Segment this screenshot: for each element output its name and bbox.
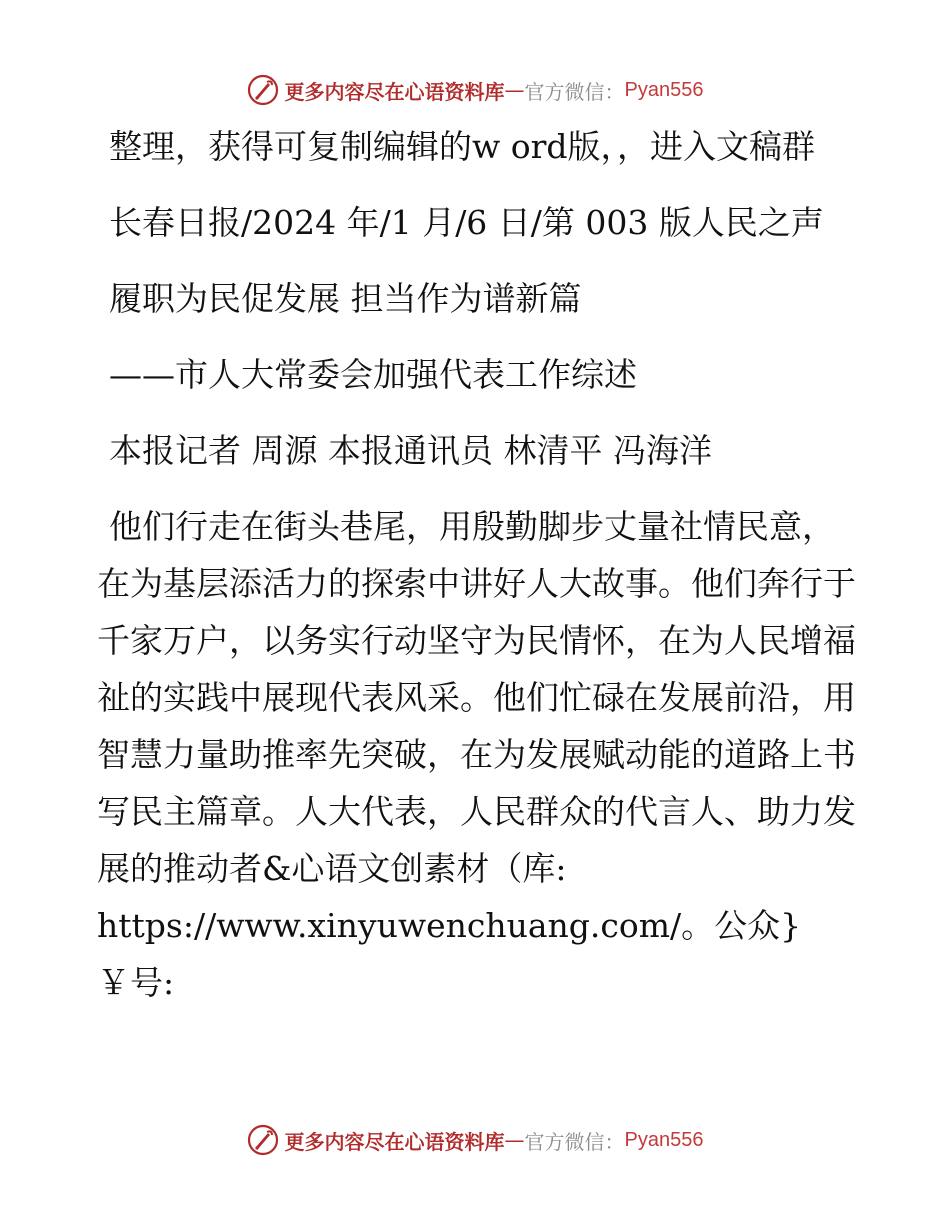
banner-main-text: 更多内容尽在心语资料库 [284,79,505,104]
banner-wechat-label: 官方微信： [524,79,625,104]
quill-pen-icon [247,74,279,106]
article-title: 履职为民促发展 担当作为谱新篇 [109,279,582,318]
article-subtitle: ——市人大常委会加强代表工作综述 [109,355,637,394]
banner-wechat-id: Pyan556 [624,78,704,101]
source-line: 长春日报/2024 年/1 月/6 日/第 003 版人民之声 [109,203,824,242]
banner-dash: — [504,78,525,102]
footer-watermark-banner [0,1120,950,1160]
article-body: 他们行走在街头巷尾，用殷勤脚步丈量社情民意，在为基层添活力的探索中讲好人大故事。他们奔行于千家万户，以务实行动坚守为民情怀，在为人民增福祉的实践中展现代表风采。他们忙碌在发展前沿，用智慧力量助推率先突破，在为发展赋动能的道路上书写民主篇章。人大代表，人民群众的代言人、助力发展的推动者&心语文创素材（库: https://www.xinyuwenchuang.com/。公众}￥号: [97,507,856,1002]
byline: 本报记者 周源 本报通讯员 林清平 冯海洋 [109,431,712,470]
banner-main-text: 更多内容尽在心语资料库 [284,1129,505,1154]
intro-line: 整理，获得可复制编辑的w ord版，，进入文稿群 [109,127,816,166]
quill-pen-icon [247,1124,279,1156]
banner-wechat-id: Pyan556 [624,1128,704,1151]
banner-wechat-label: 官方微信： [524,1129,625,1154]
banner-dash: — [504,1128,525,1152]
article-content [97,118,857,1011]
header-watermark-banner [0,70,950,110]
